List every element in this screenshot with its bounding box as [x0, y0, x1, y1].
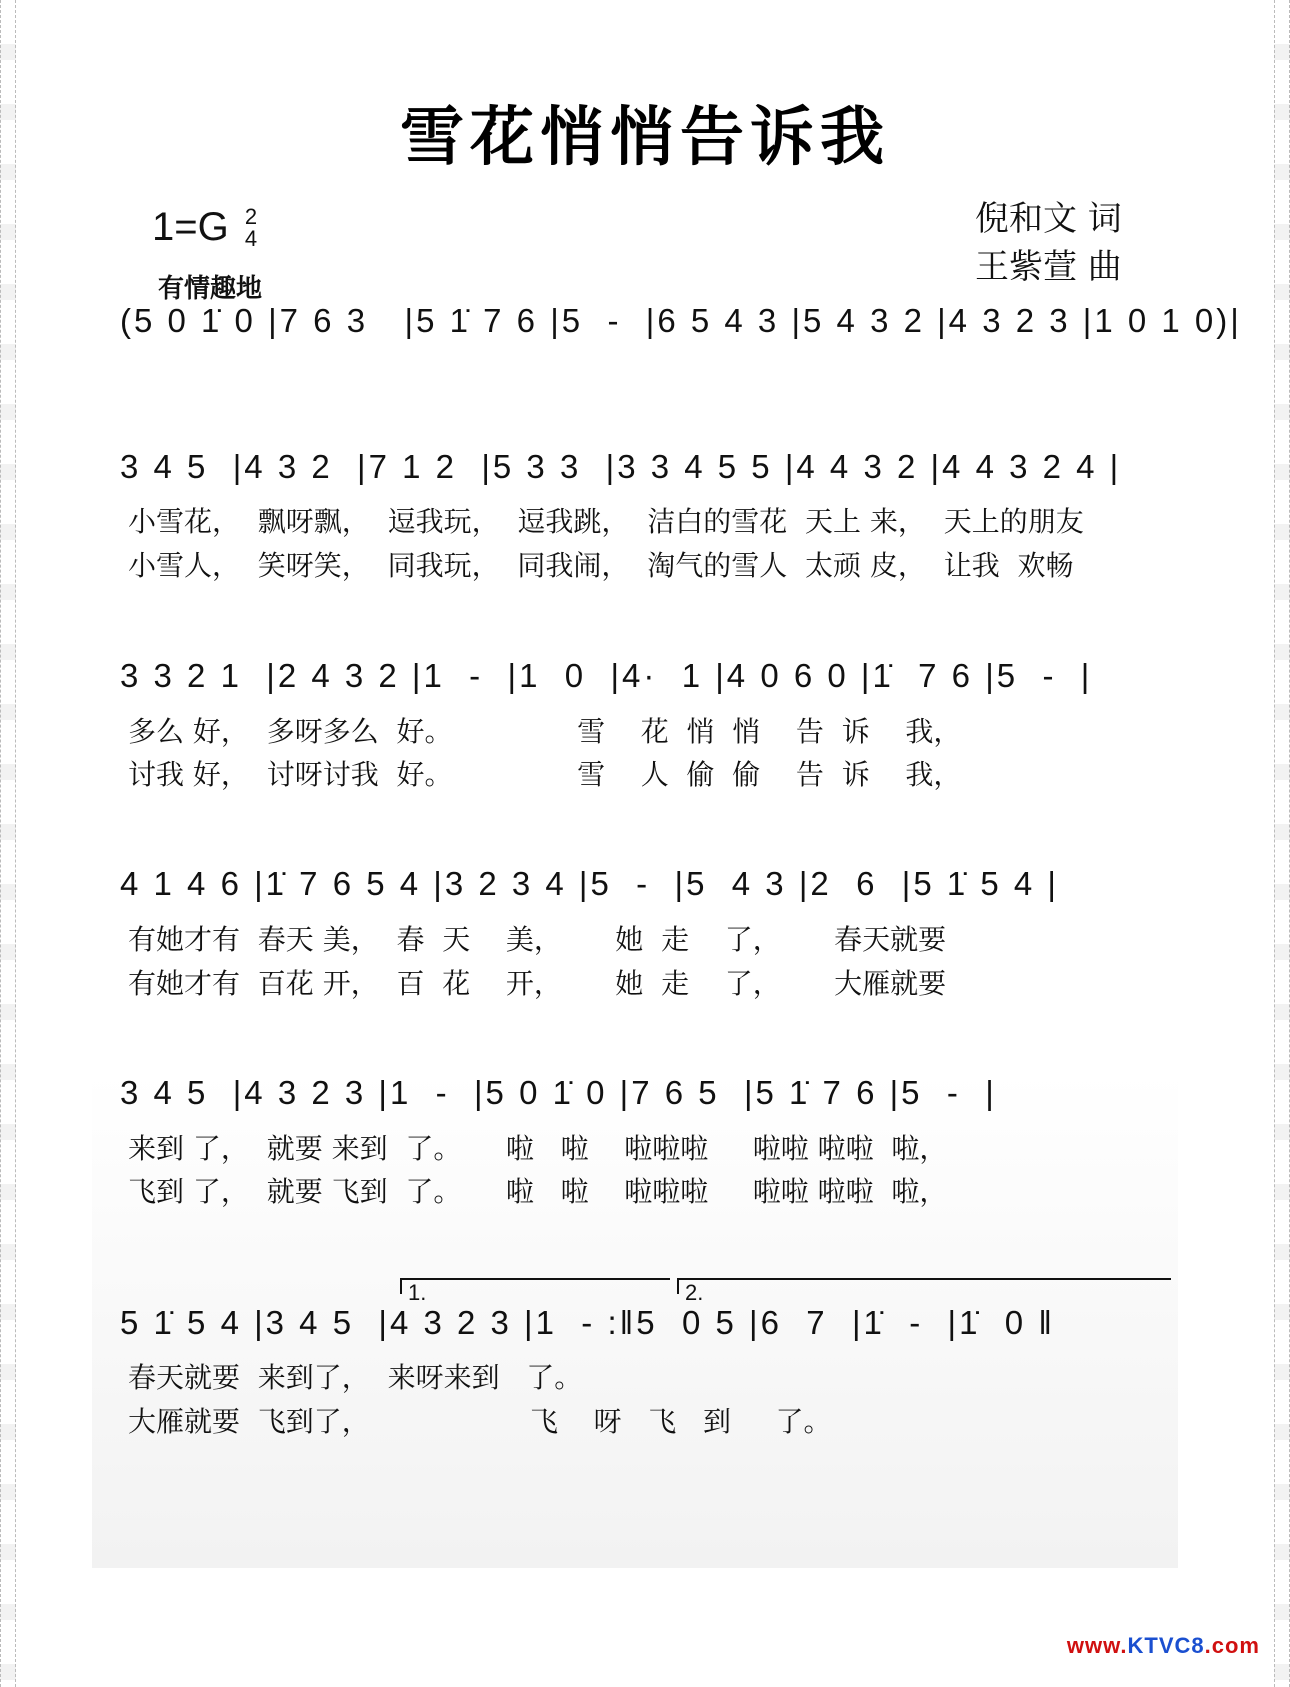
lyricist-credit: 倪和文 词	[975, 199, 1122, 239]
notation-row-2: 3 4 5 |4 3 2 |7 1 2 |5 3 3 |3 3 4 5 5 |4 4 3 2 |4 4 3 2 4 |	[120, 448, 1122, 485]
time-bottom: 4	[244, 226, 258, 251]
notation-row-6: 5 1̇ 5 4 |3 4 5 |4 3 2 3 |1 - :‖5 0 5 |6 7 |1̇ - |1̇ 0 ‖	[120, 1304, 1055, 1341]
volta-second-ending: 2.	[677, 1278, 1171, 1294]
lyric-row-6-verse-2: 大雁就要 飞到了， 飞 呀 飞 到 了。	[128, 1405, 832, 1438]
lyric-row-6-verse-1: 春天就要 来到了， 来呀来到 了。	[128, 1361, 583, 1394]
site-watermark: www.KTVC8.com	[1066, 1633, 1260, 1658]
notation-row-5: 3 4 5 |4 3 2 3 |1 - |5 0 1̇ 0 |7 6 5 |5 1̇ 7 6 |5 - |	[120, 1074, 997, 1111]
time-signature	[242, 206, 260, 250]
notation-row-1: (5 0 1̇ 0 |7 6 3 |5 1̇ 7 6 |5 - |6 5 4 3 |5 4 3 2 |4 3 2 3 |1 0 1 0)|	[120, 302, 1242, 339]
right-edge-strip	[1274, 0, 1290, 1687]
lyric-row-2-verse-2: 小雪人， 笑呀笑， 同我玩， 同我闹， 淘气的雪人 太顽 皮， 让我 欢畅	[128, 549, 1074, 582]
lyric-row-5-verse-1: 来到 了， 就要 来到 了。 啦 啦 啦啦啦 啦啦 啦啦 啦，	[128, 1132, 948, 1165]
tempo-marking: 有情趣地	[158, 274, 263, 304]
volta-first-ending: 1.	[400, 1278, 670, 1294]
lyric-row-3-verse-2: 讨我 好， 讨呀讨我 好。 雪 人 偷 偷 告 诉 我，	[128, 758, 962, 791]
song-title: 雪花悄悄告诉我	[400, 100, 890, 175]
lyric-row-2-verse-1: 小雪花， 飘呀飘， 逗我玩， 逗我跳， 洁白的雪花 天上 来， 天上的朋友	[128, 505, 1084, 538]
lyric-row-4-verse-2: 有她才有 百花 开， 百 花 开， 她 走 了， 大雁就要	[128, 967, 947, 1000]
credits	[975, 195, 1122, 291]
left-edge-strip	[0, 0, 16, 1687]
composer-credit: 王紫萱 曲	[975, 247, 1122, 287]
lyric-row-3-verse-1: 多么 好， 多呀多么 好。 雪 花 悄 悄 告 诉 我，	[128, 715, 962, 748]
notation-row-3: 3 3 2 1 |2 4 3 2 |1 - |1 0 |4· 1 |4 0 6 0 |1̇ 7 6 |5 - |	[120, 657, 1093, 694]
time-top: 2	[244, 204, 258, 229]
lyric-row-4-verse-1: 有她才有 春天 美， 春 天 美， 她 走 了， 春天就要	[128, 923, 947, 956]
key-signature: 1=G	[152, 205, 229, 249]
lyric-row-5-verse-2: 飞到 了， 就要 飞到 了。 啦 啦 啦啦啦 啦啦 啦啦 啦，	[128, 1175, 948, 1208]
notation-row-4: 4 1 4 6 |1̇ 7 6 5 4 |3 2 3 4 |5 - |5 4 3 |2 6 |5 1̇ 5 4 |	[120, 865, 1059, 902]
